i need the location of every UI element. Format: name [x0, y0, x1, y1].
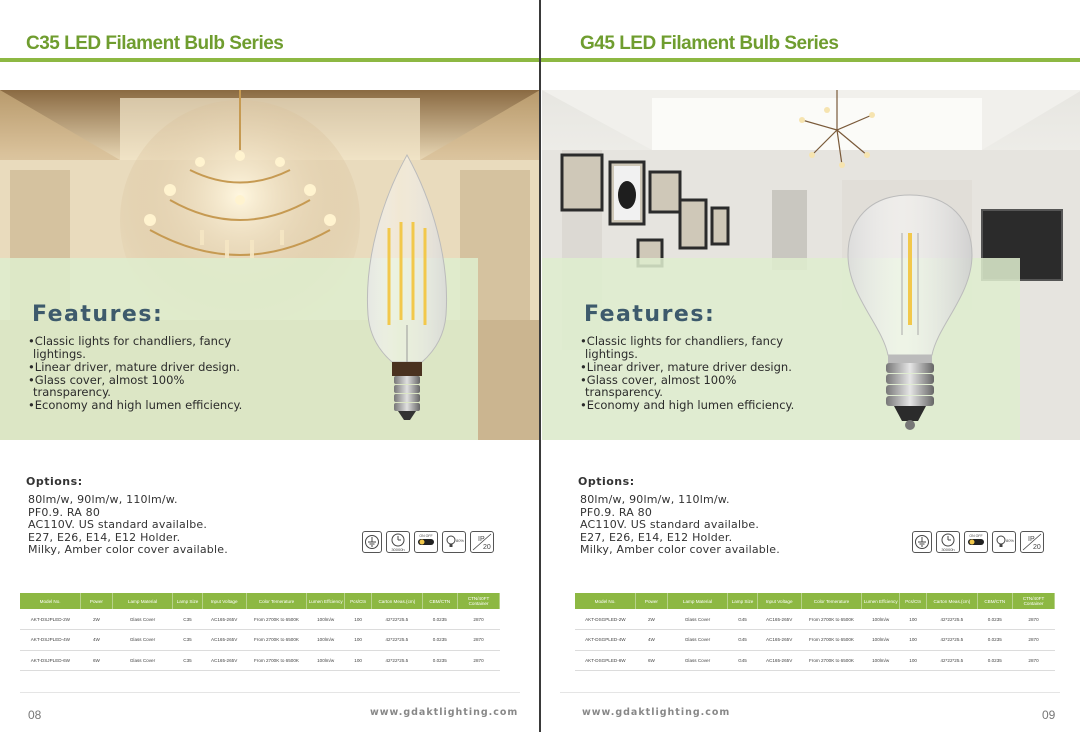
- table-cell: 2870: [1013, 650, 1055, 671]
- g45-bulb-image: [840, 185, 980, 445]
- table-cell: Glass Cover: [112, 609, 173, 630]
- options-title: Options:: [26, 475, 83, 488]
- table-cell: 42*22*25.5: [927, 650, 977, 671]
- list-item: Milky, Amber color cover available.: [580, 543, 780, 556]
- table-cell: Glass Cover: [112, 650, 173, 671]
- options-list: [28, 494, 228, 557]
- list-item: •Classic lights for chandliers, fancy lightings.: [580, 334, 784, 361]
- table-cell: 100: [900, 650, 927, 671]
- lifetime-clock-icon: [936, 531, 960, 553]
- lifetime-clock-icon: [386, 531, 410, 553]
- table-cell: 0.0235: [422, 650, 458, 671]
- table-cell: Glass Cover: [667, 650, 728, 671]
- table-cell: From 2700K to 6500K: [801, 650, 862, 671]
- table-cell: 6W: [636, 650, 667, 671]
- table-header: Carton Meas.(cm): [927, 593, 977, 609]
- table-header: Lamp Size: [173, 593, 202, 609]
- svg-text:20: 20: [1033, 544, 1041, 551]
- c35-bulb-image: [352, 150, 462, 430]
- table-cell: AKT-DSGPLED-2W: [575, 609, 636, 630]
- table-cell: 0.0235: [977, 609, 1013, 630]
- table-cell: From 2700K to 6500K: [801, 630, 862, 651]
- options-list: [580, 494, 780, 557]
- table-cell: Glass Cover: [112, 630, 173, 651]
- page-title: C35 LED Filament Bulb Series: [26, 33, 284, 54]
- table-header: CBM/CTN: [977, 593, 1013, 609]
- certification-icons: [912, 531, 1044, 553]
- table-cell: 100: [900, 630, 927, 651]
- table-cell: AC165-265V: [757, 650, 801, 671]
- spread-divider: [539, 0, 541, 732]
- dimmable-bulb-icon: [992, 531, 1016, 553]
- table-header: Color Temerature: [801, 593, 862, 609]
- table-cell: 42*22*25.5: [372, 630, 422, 651]
- table-cell: G45: [728, 609, 757, 630]
- table-cell: From 2700K to 6500K: [801, 609, 862, 630]
- table-header: CTN/40FT Container: [1013, 593, 1055, 609]
- table-header: Color Temerature: [246, 593, 307, 609]
- table-cell: G45: [728, 650, 757, 671]
- table-cell: AC165-265V: [202, 609, 246, 630]
- dimmable-bulb-icon: [442, 531, 466, 553]
- svg-text:ON OFF: ON OFF: [969, 534, 983, 538]
- table-cell: 2870: [1013, 630, 1055, 651]
- features-title: Features:: [584, 302, 716, 327]
- table-cell: AKT-DSJPLED-2W: [20, 609, 81, 630]
- website-link[interactable]: www.gdaktlighting.com: [370, 707, 519, 718]
- table-cell: 0.0235: [422, 609, 458, 630]
- table-header: CBM/CTN: [422, 593, 458, 609]
- table-cell: 100: [345, 609, 372, 630]
- page-right: [540, 0, 1080, 732]
- spec-table: [575, 593, 1055, 671]
- table-header: Lumen Effciency: [307, 593, 345, 609]
- table-header: Input Voltage: [202, 593, 246, 609]
- list-item: E27, E26, E14, E12 Holder.: [28, 530, 181, 544]
- page-title: G45 LED Filament Bulb Series: [580, 33, 839, 54]
- table-cell: 100lm/w: [862, 609, 900, 630]
- features-list: [580, 335, 810, 412]
- table-cell: AC165-265V: [202, 630, 246, 651]
- table-cell: 100lm/w: [862, 630, 900, 651]
- list-item: •Economy and high lumen efficiency.: [580, 398, 795, 412]
- table-row: [575, 609, 1055, 630]
- switch-icon: [964, 531, 988, 553]
- svg-text:30000h: 30000h: [391, 547, 405, 552]
- spec-table: [20, 593, 500, 671]
- table-cell: 2W: [81, 609, 112, 630]
- table-header: CTN/40FT Container: [458, 593, 500, 609]
- table-cell: 100: [345, 650, 372, 671]
- table-cell: From 2700K to 6500K: [246, 650, 307, 671]
- list-item: •Linear driver, mature driver design.: [580, 359, 792, 374]
- table-cell: AKT-DSJPLED-6W: [20, 650, 81, 671]
- table-row: [20, 609, 500, 630]
- table-header: Pcs/Ctn: [900, 593, 927, 609]
- page-number: 09: [1042, 708, 1056, 722]
- table-cell: G45: [728, 630, 757, 651]
- table-cell: Glass Cover: [667, 609, 728, 630]
- table-row: [20, 630, 500, 651]
- table-header: Lamp Material: [112, 593, 173, 609]
- table-cell: AC165-265V: [757, 630, 801, 651]
- footer-divider: [560, 692, 1060, 693]
- table-cell: From 2700K to 6500K: [246, 609, 307, 630]
- table-row: [20, 650, 500, 671]
- certification-icons: [362, 531, 494, 553]
- ground-symbol-icon: [362, 531, 382, 553]
- svg-text:80%: 80%: [1005, 538, 1015, 543]
- table-cell: 100: [345, 630, 372, 651]
- table-header: Lumen Effciency: [862, 593, 900, 609]
- table-cell: 42*22*25.5: [372, 650, 422, 671]
- table-cell: 100: [900, 609, 927, 630]
- list-item: •Glass cover, almost 100% transparency.: [580, 372, 737, 399]
- table-cell: AKT-DSJPLED-4W: [20, 630, 81, 651]
- table-cell: 42*22*25.5: [372, 609, 422, 630]
- table-cell: C35: [173, 609, 202, 630]
- svg-text:20: 20: [483, 544, 491, 551]
- list-item: •Economy and high lumen efficiency.: [28, 398, 243, 412]
- list-item: •Glass cover, almost 100% transparency.: [28, 372, 185, 399]
- table-cell: 0.0235: [977, 630, 1013, 651]
- table-header: Power: [81, 593, 112, 609]
- options-title: Options:: [578, 475, 635, 488]
- list-item: E27, E26, E14, E12 Holder.: [580, 530, 733, 544]
- switch-icon: [414, 531, 438, 553]
- table-header: Lamp Size: [728, 593, 757, 609]
- table-header: Model No.: [20, 593, 81, 609]
- table-cell: 100lm/w: [307, 630, 345, 651]
- table-header: Carton Meas.(cm): [372, 593, 422, 609]
- list-item: 80lm/w, 90lm/w, 110lm/w.: [580, 493, 730, 506]
- table-header: Input Voltage: [757, 593, 801, 609]
- svg-text:IP: IP: [478, 536, 485, 543]
- list-item: PF0.9. RA 80: [580, 505, 653, 519]
- table-cell: 4W: [81, 630, 112, 651]
- page-number: 08: [28, 708, 42, 722]
- page-header: [540, 0, 1080, 64]
- table-cell: AKT-DSGPLED-4W: [575, 630, 636, 651]
- header-rule: [540, 58, 1080, 62]
- list-item: 80lm/w, 90lm/w, 110lm/w.: [28, 493, 178, 506]
- table-header: Pcs/Ctn: [345, 593, 372, 609]
- table-header-row: [575, 593, 1055, 609]
- features-title: Features:: [32, 302, 164, 327]
- table-cell: 2870: [1013, 609, 1055, 630]
- table-cell: 2W: [636, 609, 667, 630]
- table-cell: AKT-DSGPLED-6W: [575, 650, 636, 671]
- ground-symbol-icon: [912, 531, 932, 553]
- list-item: AC110V. US standard availalbe.: [580, 518, 760, 531]
- list-item: PF0.9. RA 80: [28, 505, 101, 519]
- table-cell: AC165-265V: [202, 650, 246, 671]
- table-cell: 100lm/w: [307, 609, 345, 630]
- header-rule: [0, 58, 540, 62]
- table-cell: Glass Cover: [667, 630, 728, 651]
- ip20-rating-icon: [1020, 531, 1044, 553]
- table-header: Model No.: [575, 593, 636, 609]
- table-cell: 42*22*25.5: [927, 609, 977, 630]
- svg-text:IP: IP: [1028, 536, 1035, 543]
- svg-text:30000h: 30000h: [941, 547, 955, 552]
- svg-text:ON OFF: ON OFF: [419, 534, 433, 538]
- table-cell: 42*22*25.5: [927, 630, 977, 651]
- list-item: •Linear driver, mature driver design.: [28, 359, 240, 374]
- features-list: [28, 335, 258, 412]
- table-header: Lamp Material: [667, 593, 728, 609]
- table-cell: AC165-265V: [757, 609, 801, 630]
- table-cell: 2870: [458, 609, 500, 630]
- table-cell: 2870: [458, 650, 500, 671]
- table-header-row: [20, 593, 500, 609]
- website-link[interactable]: www.gdaktlighting.com: [582, 707, 731, 718]
- list-item: •Classic lights for chandliers, fancy lightings.: [28, 334, 232, 361]
- list-item: Milky, Amber color cover available.: [28, 543, 228, 556]
- table-cell: C35: [173, 650, 202, 671]
- page-header: [0, 0, 540, 64]
- table-cell: 100lm/w: [862, 650, 900, 671]
- table-cell: 100lm/w: [307, 650, 345, 671]
- table-cell: C35: [173, 630, 202, 651]
- ip20-rating-icon: [470, 531, 494, 553]
- table-cell: From 2700K to 6500K: [246, 630, 307, 651]
- table-cell: 4W: [636, 630, 667, 651]
- table-row: [575, 650, 1055, 671]
- footer-divider: [20, 692, 520, 693]
- table-header: Power: [636, 593, 667, 609]
- table-cell: 0.0235: [422, 630, 458, 651]
- table-cell: 2870: [458, 630, 500, 651]
- svg-text:80%: 80%: [455, 538, 465, 543]
- table-row: [575, 630, 1055, 651]
- table-cell: 6W: [81, 650, 112, 671]
- table-cell: 0.0235: [977, 650, 1013, 671]
- list-item: AC110V. US standard availalbe.: [28, 518, 208, 531]
